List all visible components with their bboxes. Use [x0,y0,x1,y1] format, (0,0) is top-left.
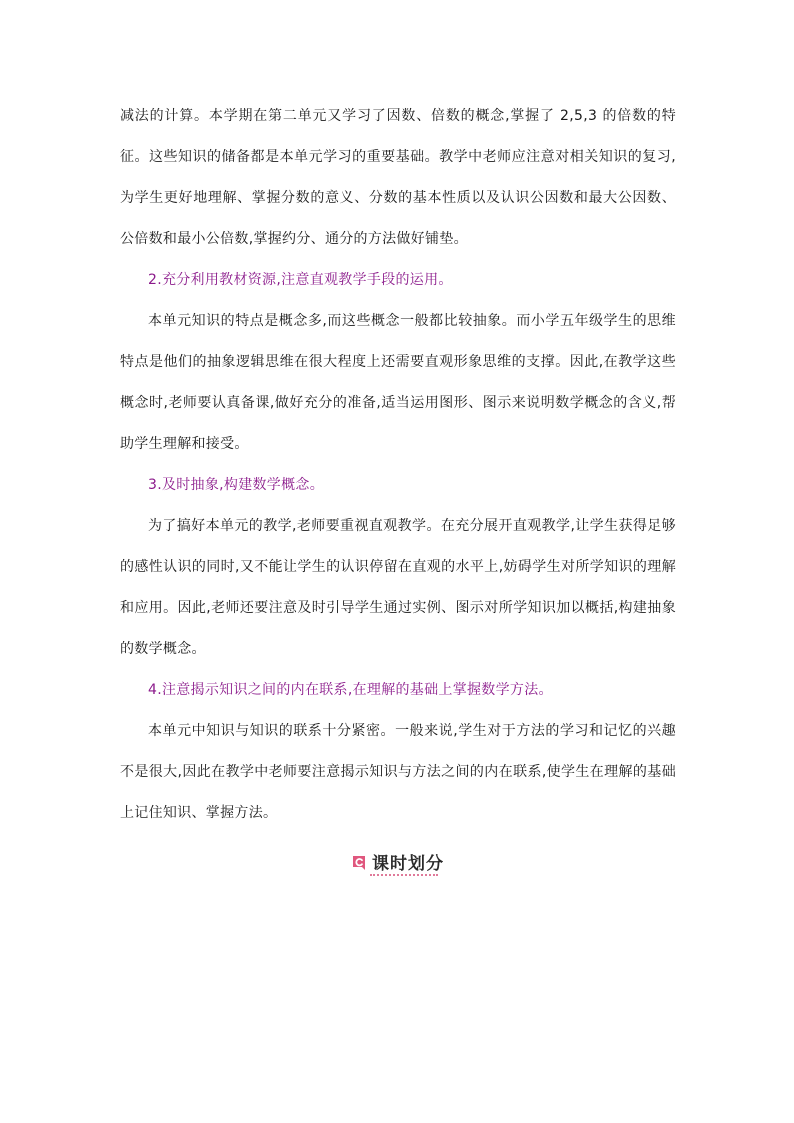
body-paragraph: 本单元知识的特点是概念多,而这些概念一般都比较抽象。而小学五年级学生的思维特点是他们的抽象逻辑思维在很大程度上还需要直观形象思维的支撑。因此,在教学这些概念时,老师要认真备课,做好充分的准备,适当运用图形、图示来说明数学概念的含义,帮助学生理解和接受。 [120,313,676,452]
subheading-4: 4.注意揭示知识之间的内在联系,在理解的基础上掌握数学方法。 [148,682,553,698]
dotted-underline [370,874,438,876]
body-paragraph-continued: 减法的计算。本学期在第二单元又学习了因数、倍数的概念,掌握了 2,5,3 的倍数的特征。这些知识的储备都是本单元学习的重要基础。教学中老师应注意对相关知识的复习,为学生更好地理解、掌握分数的意义、分数的基本性质以及认识公因数和最大公因数、公倍数和最小公倍数,掌握约分、通分的方法做好铺垫。 [120,108,676,247]
section-title: 课时划分 [372,854,444,874]
subheading-3: 3.及时抽象,构建数学概念。 [148,477,325,493]
bookmark-c-icon [350,854,368,872]
document-body [120,96,676,834]
body-paragraph: 本单元中知识与知识的联系十分紧密。一般来说,学生对于方法的学习和记忆的兴趣不是很大,因此在教学中老师要注意揭示知识与方法之间的内在联系,使学生在理解的基础上记住知识、掌握方法。 [120,723,676,821]
section-heading-lesson-plan [350,850,444,876]
subheading-2: 2.充分利用教材资源,注意直观教学手段的运用。 [148,272,453,288]
body-paragraph: 为了搞好本单元的教学,老师要重视直观教学。在充分展开直观教学,让学生获得足够的感性认识的同时,又不能让学生的认识停留在直观的水平上,妨碍学生对所学知识的理解和应用。因此,老师还要注意及时引导学生通过实例、图示对所学知识加以概括,构建抽象的数学概念。 [120,518,676,657]
